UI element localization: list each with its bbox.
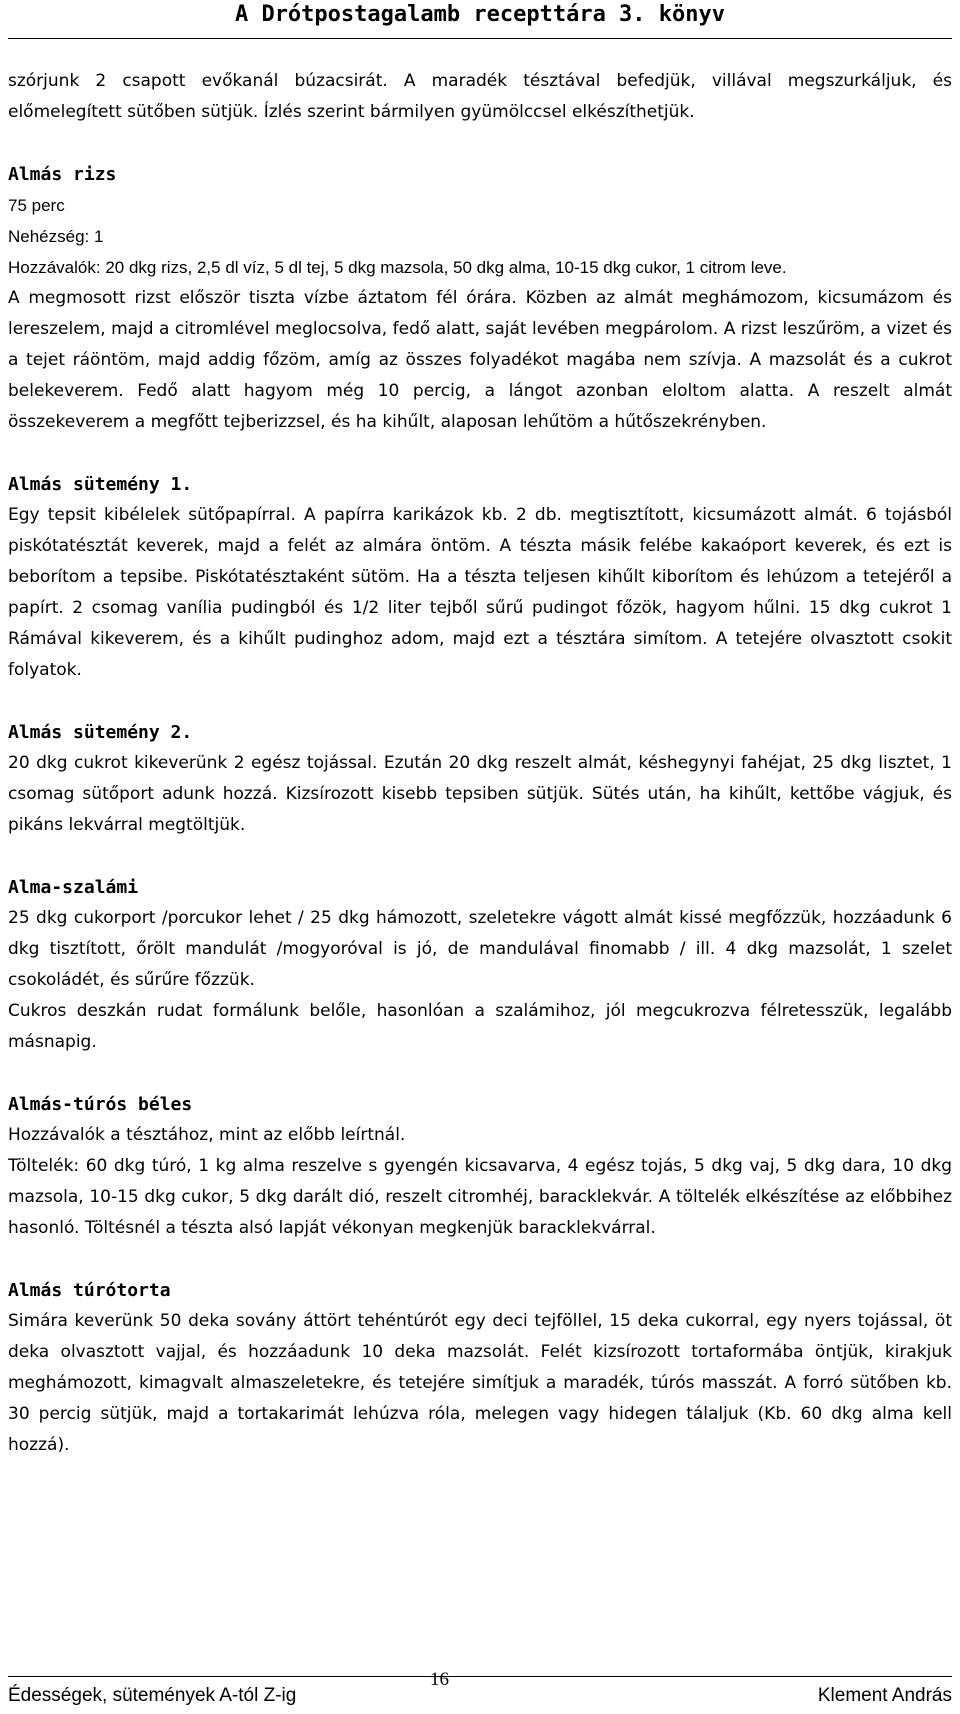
recipe-body: Egy tepsit kibélelek sütőpapírral. A papírra karikázok kb. 2 db. megtisztított, kicsumázott almát. 6 tojásból piskótatésztát keverek, majd a felét az almára öntöm. A tészta másik felébe kakaóport keverek, és ezt is beborítom a tepsibe. Piskótatésztaként sütöm. Ha a tészta teljesen kihűlt kiborítom és lehúzom a tetejéről a papírt. 2 csomag vanília pudingból és 1/2 liter tejből sűrű pudingot főzök, hagyom hűlni. 15 dkg cukrot 1 Rámával kikeverem, és a kihűlt pudinghoz adom, majd ezt a tésztára simítom. A tetejére olvasztott csokit folyatok. — [8, 505, 952, 680]
recipe-title: Almás-túrós béles — [8, 1094, 193, 1115]
recipe-almas-rizs — [8, 159, 952, 438]
recipe-body: 20 dkg cukrot kikeverünk 2 egész tojással. Ezután 20 dkg reszelt almát, késhegynyi fahéjat, 25 dkg lisztet, 1 csomag sütőport adunk hozzá. Kizsírozott kisebb tepsiben sütjük. Sütés után, ha kihűlt, kettőbe vágjuk, és pikáns lekvárral megtöltjük. — [8, 753, 952, 835]
page-number: 16 — [430, 1669, 449, 1690]
recipe-time: 75 perc — [8, 196, 65, 215]
recipe-almas-sutemeny-2 — [8, 717, 952, 841]
recipe-almas-turotorta — [8, 1275, 952, 1461]
recipe-body: A megmosott rizst először tiszta vízbe áztatom fél órára. Közben az almát meghámozom, kicsumázom és lereszelem, majd a citromlével meglocsolva, fedő alatt, saját levében megpárolom. A rizst leszűröm, a vizet és a tejet ráöntöm, majd addig főzöm, amíg az összes folyadékot magába nem szívja. A mazsolát és a cukrot belekeverem. Fedő alatt hagyom még 10 percig, a lángot azonban eloltom alatta. A reszelt almát összekeverem a megfőtt tejberizzsel, és ha kihűlt, alaposan lehűtöm a hűtőszekrényben. — [8, 288, 952, 432]
recipe-title: Almás sütemény 2. — [8, 722, 193, 743]
recipe-title: Almás sütemény 1. — [8, 474, 193, 495]
recipe-title: Alma-szalámi — [8, 877, 139, 898]
recipe-body: Cukros deszkán rudat formálunk belőle, hasonlóan a szalámihoz, jól megcukrozva félretesszük, legalább másnapig. — [8, 1001, 952, 1052]
recipe-difficulty: Nehézség: 1 — [8, 227, 104, 246]
recipe-almas-turos-beles — [8, 1089, 952, 1244]
recipe-body: Töltelék: 60 dkg túró, 1 kg alma reszelve s gyengén kicsavarva, 4 egész tojás, 5 dkg vaj, 5 dkg dara, 10 dkg mazsola, 10-15 dkg cukor, 5 dkg darált dió, reszelt citromhéj, baracklekvár. A töltelék elkészítése az előbbihez hasonló. Töltésnél a tészta alsó lapját vékonyan megkenjük baracklekvárral. — [8, 1156, 952, 1238]
recipe-title: Almás rizs — [8, 164, 117, 185]
recipe-body: 25 dkg cukorport /porcukor lehet / 25 dkg hámozott, szeletekre vágott almát kissé megfőzzük, hozzáadunk 6 dkg tisztított, őrölt mandulát /mogyoróval is jó, de mandulával finomabb / ill. 4 dkg mazsolát, 1 szelet csokoládét, és sűrűre főzzük. — [8, 908, 952, 990]
recipe-alma-szalami — [8, 872, 952, 1058]
page-footer — [8, 1669, 952, 1707]
recipe-body: Hozzávalók a tésztához, mint az előbb leírtnál. — [8, 1125, 406, 1145]
recipe-ingredients: Hozzávalók: 20 dkg rizs, 2,5 dl víz, 5 dl tej, 5 dkg mazsola, 50 dkg alma, 10-15 dkg cukor, 1 citrom leve. — [8, 258, 787, 277]
intro-paragraph: szórjunk 2 csapott evőkanál búzacsirát. A maradék tésztával befedjük, villával megszurkáljuk, és előmelegített sütőben sütjük. Ízlés szerint bármilyen gyümölccsel elkészíthetjük. — [8, 71, 952, 122]
footer-author: Klement András — [817, 1685, 952, 1706]
footer-book-title: Édességek, sütemények A-tól Z-ig — [8, 1685, 297, 1706]
recipe-body: Simára keverünk 50 deka sovány áttört tehéntúrót egy deci tejföllel, 15 deka cukorral, egy nyers tojással, öt deka olvasztott vajjal, és hozzáadunk 10 deka mazsolát. Felét kizsírozott tortaformába öntjük, kirakjuk meghámozott, kimagvalt almaszeletekre, és tetejére simítjuk a maradék, túrós masszát. A forró sütőben kb. 30 percig sütjük, majd a tortakarimát lehúzva róla, melegen vagy hidegen tálaljuk (Kb. 60 dkg alma kell hozzá). — [8, 1311, 952, 1455]
page-content — [8, 66, 952, 1461]
recipe-title: Almás túrótorta — [8, 1280, 171, 1301]
page-header: A Drótpostagalamb recepttára 3. könyv — [8, 0, 952, 39]
recipe-almas-sutemeny-1 — [8, 469, 952, 686]
